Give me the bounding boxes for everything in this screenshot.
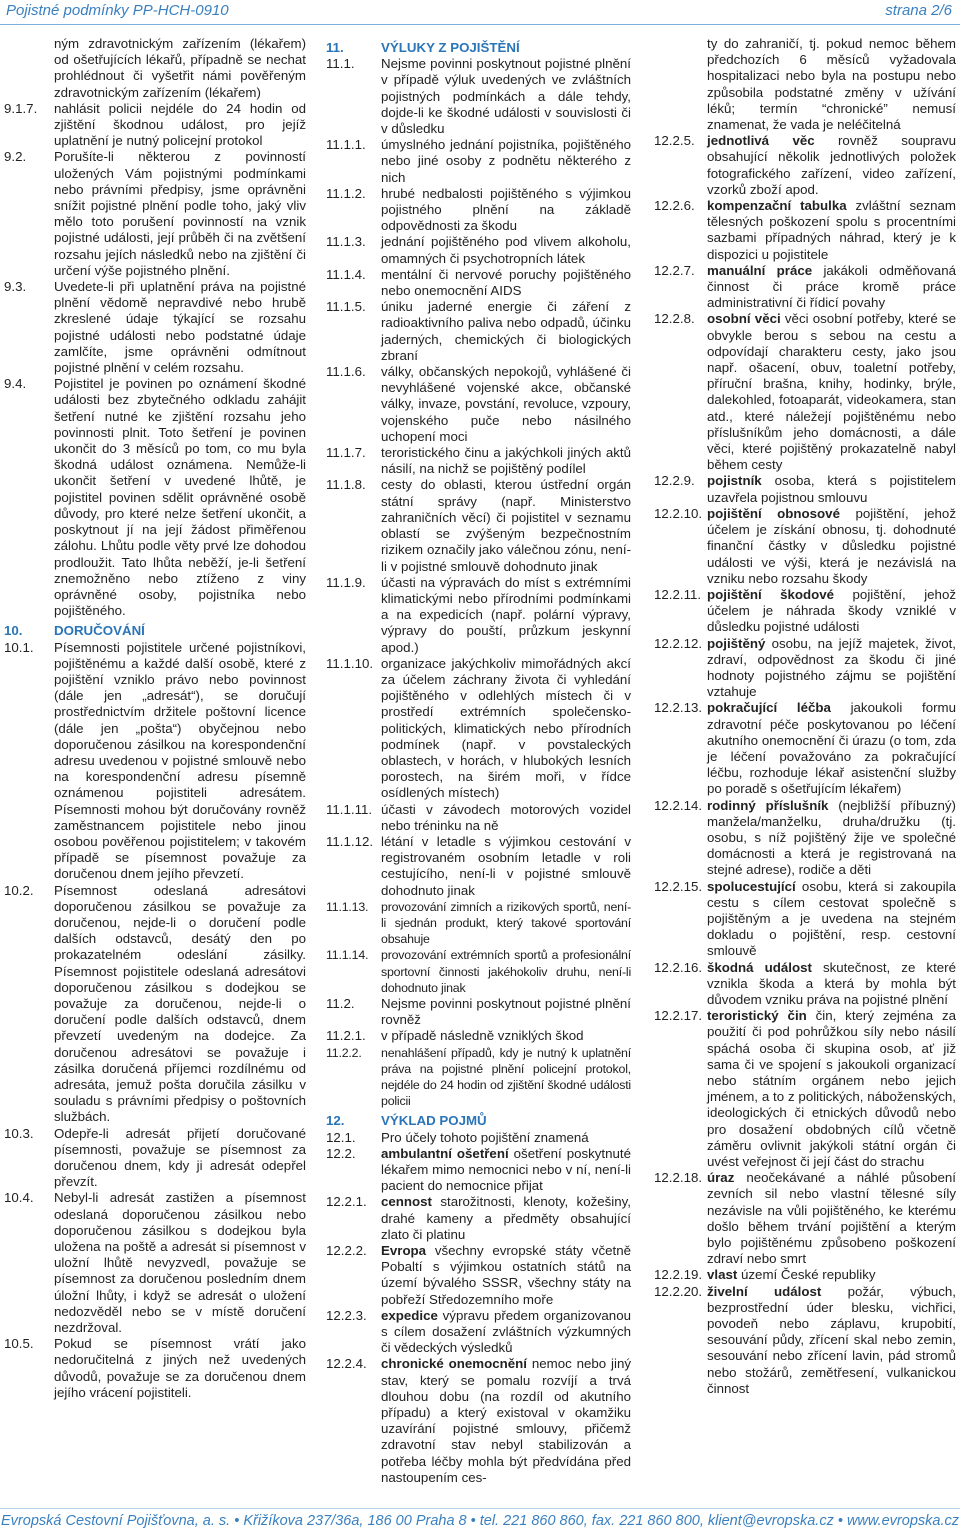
clause-number: 12.2.6. — [654, 198, 695, 214]
clause — [326, 947, 631, 996]
clause-text: jednání pojištěného pod vlivem alkoholu, omamných či psychotropních látek — [381, 234, 631, 266]
definition-text: osoba, která s pojistitelem uzavřela pojistnou smlouvu — [707, 473, 956, 505]
clause — [326, 477, 631, 574]
clause — [326, 267, 631, 299]
page-number: strana 2/6 — [885, 2, 952, 19]
clause-number: 11.1.11. — [326, 801, 373, 817]
definition-text: jakoukoli formu zdravotní péče poskytovanou po léčení akutního onemocnění či úrazu (o tom, zda je léčení považováno za pokračující léčbu, rozhoduje lékař asistenční služby po poradě s ošetřujícím lékařem) — [707, 700, 956, 797]
footer-divider — [0, 1508, 960, 1509]
clause — [326, 445, 631, 477]
clause — [4, 1190, 306, 1336]
defined-term: škodná událost — [707, 959, 812, 975]
clause-number: 12.2.4. — [326, 1356, 367, 1372]
clause — [326, 575, 631, 656]
clause-text — [654, 198, 956, 263]
clause-number: 10.4. — [4, 1190, 34, 1206]
clause-number: 10.3. — [4, 1125, 34, 1141]
defined-term: chronické onemocnění — [381, 1356, 527, 1372]
clause-number: 10.2. — [4, 882, 34, 898]
defined-term: pojistník — [707, 473, 762, 489]
clause — [326, 1028, 631, 1044]
clause — [4, 376, 306, 619]
clause-text — [654, 473, 956, 505]
definition-text: skutečnost, ze které vznikla škoda a která by mohla být důvodem vzniku práva na pojistné plnění — [707, 959, 956, 1007]
clause — [326, 834, 631, 899]
defined-term: pojištění obnosové — [707, 505, 840, 521]
defined-term: pojištění škodové — [707, 586, 835, 602]
defined-term: ambulantní ošetření — [381, 1145, 509, 1161]
clause-text: Nejsme povinni poskytnout pojistné plnění rovněž — [381, 995, 631, 1028]
definition-text: rovněž soupravu obsahující několik jednotlivých položek fotografického zařízení, video zařízení, vzorků zboží apod. — [707, 133, 956, 197]
clause — [654, 36, 956, 133]
clause-text: cesty do oblasti, kterou ústřední orgán státní správy (např. Ministerstvo zahraničních věcí) či pojistitel v seznamu oblastí se zvýšeným bezpečnostním rizikem označily jako válečnou zónu, není-li v pojistné smlouvě dohodnuto jinak — [381, 477, 631, 574]
clause-number: 12. — [326, 1113, 345, 1129]
clause-number: 12.2.7. — [654, 262, 695, 278]
clause — [4, 1336, 306, 1401]
clause — [326, 364, 631, 445]
column-right — [654, 36, 956, 1397]
clause-number: 12.2.20. — [654, 1283, 703, 1299]
definition-text: osobu, která si zakoupila cestu s cílem cestovat společně s pojištěným a je uvedena na stejném dokladu o pojištění, resp. cestovní smlouvě — [707, 878, 956, 959]
clause-text: nahlásit policii nejdéle do 24 hodin od zjištění škodnou událost, pro jejíž uplatnění je nutný policejní protokol — [54, 100, 306, 149]
clause-number: 12.2.8. — [654, 311, 695, 327]
clause-text: války, občanských nepokojů, vyhlášené či nevyhlášené vojenské akce, občanské války, invaze, povstání, revoluce, vzpoury, vojenského puče nebo násilného uchopení moci — [381, 364, 631, 444]
defined-term: expedice — [381, 1307, 438, 1323]
defined-term: rodinný příslušník — [707, 797, 829, 813]
defined-term: pokračující léčba — [707, 700, 831, 716]
clause-number: 11.1. — [326, 56, 355, 72]
clause — [4, 883, 306, 1126]
clause-number: 11.1.1. — [326, 137, 366, 153]
clause-number: 9.1.7. — [4, 100, 38, 116]
clause — [4, 640, 306, 883]
clause — [4, 36, 306, 101]
clause-number: 11.1.4. — [326, 266, 366, 282]
clause — [326, 1194, 631, 1243]
clause-number: 9.4. — [4, 376, 27, 392]
clause — [654, 798, 956, 879]
clause — [4, 279, 306, 376]
clause-text: ty do zahraničí, tj. pokud nemoc během předchozích 6 měsíců vyžadovala hospitalizaci nebo byla na postupu nebo způsobila podstatné změny v užívání léků; termín “chronické” nemusí znamenat, že vada je neléčitelná — [707, 36, 956, 133]
definition-text: pojištění, jehož účelem je získání obnosu, tj. dohodnuté finanční částky v důsledku pojistné události ve výši, která je nezávislá na vzniku nebo rozsahu škody — [707, 505, 956, 586]
clause-number: 11.1.9. — [326, 574, 366, 590]
defined-term: úraz — [707, 1170, 735, 1186]
clause-number: 11.2.1. — [326, 1028, 366, 1044]
definition-text: všechny evropské státy včetně Pobaltí s výjimkou ostatních států na území bývalého SSSR, všechny státy na pobřeží Středozemního moře — [381, 1243, 631, 1307]
clause-number: 12.2.16. — [654, 959, 703, 975]
clause-text: teroristického činu a jakýchkoli jiných aktů násilí, na nichž se pojištěný podílel — [381, 445, 631, 477]
header-title: Pojistné podmínky PP-HCH-0910 — [6, 2, 229, 19]
section-title: VÝLUKY Z POJIŠTĚNÍ — [381, 40, 520, 55]
clause-number: 12.2.11. — [654, 586, 702, 602]
clause-number: 12.2. — [326, 1145, 356, 1161]
clause-number: 11. — [326, 40, 344, 55]
definition-text: nemoc nebo jiný stav, který se pomalu rozvíjí a trvá dlouhou dobu (na rozdíl od akutního případu) a který existoval v okamžiku uzavírání pojistné smlouvy, přičemž zdravotní stav nebyl stabilizován a potřeba léčby mohla být předvídána před nastoupením ces- — [381, 1356, 632, 1485]
clause-text: provozování extrémních sportů a profesionální sportovní činnosti jakéhokoliv druhu, není-li dohodnuto jinak — [381, 948, 631, 995]
clause-number: 11.1.13. — [326, 899, 369, 914]
clause-text — [326, 1356, 631, 1486]
clause — [326, 186, 631, 235]
clause — [654, 311, 956, 473]
clause-text — [326, 1243, 631, 1308]
defined-term: vlast — [707, 1267, 738, 1283]
clause-number: 11.1.12. — [326, 833, 374, 849]
clause-number: 11.1.2. — [326, 185, 366, 201]
clause — [326, 299, 631, 364]
clause-number: 11.1.7. — [326, 445, 366, 461]
clause-text: mentální či nervové poruchy pojištěného nebo onemocnění AIDS — [381, 266, 631, 299]
clause-text: Porušíte-li některou z povinností uložených Vám pojistnými podmínkami nebo právními předpisy, jsme oprávněni snížit pojistné plnění podle toho, jaký vliv mělo toto porušení povinností na vznik pojistné události, její průběh či na zvětšení rozsahu jejích následků nebo na zjištění či určení výše pojistného plnění. — [54, 149, 306, 278]
defined-term: Evropa — [381, 1243, 427, 1259]
section-title: DORUČOVÁNÍ — [54, 623, 145, 639]
clause-text: nenahlášení případů, kdy je nutný k uplatnění práva na pojistné plnění policejní protokol, nejdéle do 24 hodin od zjištění škodné události policii — [381, 1045, 631, 1109]
clause — [654, 506, 956, 587]
clause — [326, 1308, 631, 1357]
clause — [4, 149, 306, 279]
footer-contact: Evropská Cestovní Pojišťovna, a. s. • Křižíkova 237/36a, 186 00 Praha 8 • tel. 221 860 860, fax. 221 860 800, klient@evropska.cz • www.evropska.cz — [1, 1513, 959, 1529]
clause-text: ným zdravotnickým zařízením (lékařem) od ošetřujících lékařů, případně se nechat prohlédnout či vyšetřit námi pověřeným zdravotnickým zařízením (lékařem) — [54, 36, 306, 100]
clause-number: 12.2.14. — [654, 797, 703, 813]
clause-number: 12.2.13. — [654, 700, 703, 716]
clause — [326, 802, 631, 834]
definition-text: jakákoli odměňovaná činnost či práce kromě práce administrativní či řídicí povahy — [707, 262, 956, 311]
clause — [4, 1126, 306, 1191]
column-middle — [326, 36, 631, 1486]
clause-number: 12.2.12. — [654, 635, 703, 651]
clause — [326, 1130, 631, 1146]
clause-number: 12.1. — [326, 1129, 356, 1145]
clause — [326, 899, 631, 948]
clause — [326, 1045, 631, 1110]
definition-text: pojištění, jehož účelem je náhrada škody vzniklé v důsledku pojistné události — [707, 586, 956, 635]
clause — [654, 1284, 956, 1397]
clause — [326, 234, 631, 266]
section-title: VÝKLAD POJMŮ — [381, 1113, 487, 1129]
defined-term: jednotlivá věc — [707, 133, 815, 149]
clause-text: v případě následně vzniklých škod — [381, 1028, 584, 1044]
clause-text: Písemnost odeslaná adresátovi doporučenou zásilkou se považuje za doručenou, nejde-li o doručení podle dalších odstavců, desátý den po prokazatelném odeslání zásilky. Písemnost pojistitele odeslaná adresátovi doporučenou zásilkou s dodejkou se považuje za doručenou, nejde-li o doručení podle dalších odstavců, dnem převzetí uvedeným na dodejce. Za doručenou adresátovi se považuje i zásilka doručená příjemci rozdílnému od adresáta, jemuž pošta doručila zásilku v souladu s právními předpisy o poštovních službách. — [54, 882, 306, 1125]
defined-term: teroristický čin — [707, 1008, 807, 1024]
clause-text: provozování zimních a rizikových sportů, není-li sjednán produkt, který takové sportování obsahuje — [381, 899, 631, 947]
definition-text: požár, výbuch, bezprostřední úder blesku, vichřici, povodeň nebo záplavu, krupobití, sesouvání půdy, zřícení skal nebo zemin, sesouvání nebo zřícení lavin, pád stromů nebo stožárů, zemětřesení, vulkanickou činnost — [707, 1283, 956, 1396]
section-heading — [326, 40, 631, 56]
clause — [654, 960, 956, 1009]
clause — [654, 263, 956, 312]
clause-number: 11.1.6. — [326, 364, 366, 380]
clause-number: 11.1.5. — [326, 299, 366, 315]
clause-number: 12.2.15. — [654, 878, 703, 894]
column-left — [4, 36, 306, 1401]
clause-text — [654, 133, 956, 198]
clause-number: 10. — [4, 623, 23, 639]
clause-text: Uvedete-li při uplatnění práva na pojistné plnění vědomě nepravdivé nebo hrubě zkreslené údaje týkající se rozsahu pojistné události nebo podstatné údaje zamlčíte, jsme oprávněni odmítnout pojistné plnění v celém rozsahu. — [54, 279, 306, 376]
definition-text: čin, který zejména za použití či pod pohrůžkou síly nebo násilí spáchá osoba či skupina osob, ať již sama či ve spojení s jakoukoli organizací nebo státním orgánem nebo jejich jménem, a to z politických, náboženských, ideologických či etnických důvodů nebo pro dosažení obdobných cílů včetně záměru ovlivnit jakýkoli státní orgán či uvést veřejnost či její část do strachu — [707, 1008, 956, 1170]
clause-number: 12.2.5. — [654, 133, 695, 149]
clause-text: úmyslného jednání pojistníka, pojištěného nebo jiné osoby z podnětu některého z nich — [381, 137, 631, 185]
clause-number: 10.5. — [4, 1336, 34, 1352]
clause-number: 9.3. — [4, 279, 27, 295]
defined-term: manuální práce — [707, 262, 813, 278]
definition-text: zvláštní seznam tělesných poškození spolu s procentními sazbami případných náhrad, který je k dispozici u pojistitele — [707, 198, 957, 262]
clause-text — [326, 1146, 631, 1195]
clause-number: 12.2.18. — [654, 1170, 703, 1186]
clause-number: 11.1.14. — [326, 948, 369, 963]
defined-term: živelní událost — [707, 1283, 822, 1299]
defined-term: pojištěný — [707, 635, 766, 651]
section-heading — [4, 623, 306, 639]
clause-number: 11.1.10. — [326, 655, 374, 671]
clause-text: účasti na výpravách do míst s extrémními klimatickými nebo přírodními podmínkami a na expedicích (např. polární výpravy, výpravy do pouští, průzkum jeskynní apod.) — [381, 574, 631, 655]
clause — [654, 1267, 956, 1283]
clause — [654, 198, 956, 263]
definition-text: výpravu předem organizovanou s cílem dosažení zvláštních výzkumných či vědeckých výsledků — [381, 1307, 631, 1356]
clause — [654, 133, 956, 198]
clause-text — [326, 1194, 631, 1243]
clause-number: 12.2.10. — [654, 505, 703, 521]
clause — [326, 1356, 631, 1486]
clause — [4, 101, 306, 150]
clause-number: 11.2.2. — [326, 1045, 362, 1060]
definition-text: (nejbližší příbuzný) manžela/manželku, druha/družku (tj. osobu, s níž pojištěný žije ve společné domácnosti a která je registrovaná na stejné adrese), rodiče a děti — [707, 797, 956, 878]
clause-number: 11.2. — [326, 995, 355, 1011]
clause-text — [654, 311, 956, 473]
clause-text — [654, 1284, 956, 1397]
clause — [326, 56, 631, 137]
defined-term: cennost — [381, 1194, 432, 1210]
definition-text: ošetření poskytnuté lékařem mimo nemocnici nebo v ní, není-li pacient do nemocnice přijat — [381, 1145, 632, 1194]
clause-number: 12.2.1. — [326, 1194, 367, 1210]
clause-text: Pro účely tohoto pojištění znamená — [381, 1129, 589, 1145]
definition-text: starožitnosti, klenoty, kožešiny, drahé kameny a předměty obsahující zlato či platinu — [381, 1194, 631, 1242]
clause — [326, 996, 631, 1028]
clause — [326, 1243, 631, 1308]
clause-text: Pokud se písemnost vrátí jako nedoručitelná z jiných než uvedených důvodů, považuje se za doručenou dnem jejího vrácení pojistiteli. — [54, 1336, 306, 1400]
clause-text: Písemnosti pojistitele určené pojistníkovi, pojištěnému a každé další osobě, které z pojištění vzniklo právo nebo povinnost (dále jen „adresát“), se doručují prostřednictvím držitele poštovní licence (dále jen „pošta“) obyčejnou nebo doporučenou zásilkou na korespondenční adresu uvedenou v pojistné smlouvě nebo na korespondenční adresu písemně oznámenou pojistiteli adresátem. Písemnosti mohou být doručovány rovněž zaměstnancem pojistitele nebo jinou osobou pověřenou pojistitelem; v takovém případě se písemnost považuje za doručenou dnem jejího převzetí. — [54, 639, 306, 882]
clause-number: 12.2.19. — [654, 1267, 703, 1283]
clause-text: hrubé nedbalosti pojištěného s výjimkou pojistného plnění na základě odpovědnosti za škodu — [381, 185, 631, 234]
section-heading — [326, 1113, 631, 1129]
clause-text: Nebyl-li adresát zastižen a písemnost odeslaná doporučenou zásilkou nebo doporučenou zásilkou s dodejkou byla uložena na poště a adresát si písemnost v uložní lhůtě nevyzvedl, považuje se písemnost za doručenou posledním dnem úložní lhůty, i když se adresát o uložení nedozvěděl nebo se v místě doručení nezdržoval. — [54, 1190, 306, 1336]
clause — [654, 587, 956, 636]
clause-number: 12.2.3. — [326, 1307, 367, 1323]
clause-number: 11.1.3. — [326, 234, 366, 250]
header-divider — [0, 24, 960, 25]
clause-number: 12.2.17. — [654, 1008, 703, 1024]
clause-text: Odepře-li adresát přijetí doručované písemnosti, považuje se písemnost za doručenou dnem, kdy ji adresát odepřel převzít. — [54, 1125, 306, 1190]
definition-text: území České republiky — [737, 1267, 876, 1283]
clause-text: účasti v závodech motorových vozidel nebo tréninku na ně — [381, 801, 631, 833]
clause — [654, 700, 956, 797]
clause-number: 9.2. — [4, 149, 27, 165]
clause-text — [654, 263, 956, 312]
clause — [654, 1008, 956, 1170]
clause — [326, 1146, 631, 1195]
clause-text: Nejsme povinni poskytnout pojistné plnění v případě výluk uvedených ve zvláštních pojistných podmínkách a dále tehdy, dojde-li ke škodné události v souvislosti či v důsledku — [381, 56, 631, 137]
definition-text: věci osobní potřeby, které se obvykle berou s sebou na cestu a odpovídají charakteru cesty, jako jsou např. ošacení, obuv, toaletní potřeby, příruční brašna, knihy, hodinky, brýle, dalekohled, fotoaparát, videokamera, stan atd., které náležejí pojištěnému nebo příslušníkům jeho domácnosti, a dále věci, které pojištěný prokazatelně nabyl během cesty — [707, 311, 956, 473]
clause-text: úniku jaderné energie či záření z radioaktivního paliva nebo odpadů, účinku jaderných, chemických či biologických zbraní — [381, 299, 631, 363]
defined-term: kompenzační tabulka — [707, 198, 847, 214]
defined-term: osobní věci — [707, 311, 781, 327]
definition-text: neočekávané a náhlé působení zevních sil nebo vlastní tělesné síly nezávisle na vůli pojištěného, ke kterému došlo během trvání pojištění a kterým bylo pojištěnému způsobeno poškození zdraví nebo smrt — [707, 1170, 956, 1267]
clause — [326, 137, 631, 186]
clause — [326, 656, 631, 802]
clause — [654, 1170, 956, 1267]
clause-text — [654, 1008, 956, 1170]
clause-number: 12.2.2. — [326, 1243, 367, 1259]
definition-text: osobu, na jejíž majetek, život, zdraví, odpovědnost za škodu či jiné hodnoty pojistného zájmu se pojištění vztahuje — [707, 635, 956, 700]
defined-term: spolucestující — [707, 878, 796, 894]
clause-number: 11.1.8. — [326, 477, 366, 493]
clause-text: organizace jakýchkoliv mimořádných akcí za účelem záchrany života či vyhledání pojištěného v odlehlých místech či v prostředí extrémních společensko-politických, klimatických nebo přírodních podmínek (např. v povstaleckých oblastech, v horách, v hlubokých lesních porostech, na širém moři, v řídce osídlených místech) — [381, 655, 631, 801]
clause-text — [326, 1308, 631, 1357]
clause-number: 10.1. — [4, 639, 34, 655]
clause-text: létání v letadle s výjimkou cestování v registrovaném osobním letadle v roli cestujícího, není-li v pojistné smlouvě dohodnuto jinak — [381, 833, 631, 898]
clause — [654, 636, 956, 701]
clause — [654, 879, 956, 960]
clause-text: Pojistitel je povinen po oznámení škodné události bez zbytečného odkladu zahájit šetření nutné ke zjištění rozsahu jeho povinnosti plnit. Toto šetření je povinen ukončit do 3 měsíců po tom, co mu byla škodná událost oznámena. Nemůže-li ukončit šetření v uvedené lhůtě, je pojistitel povinen sdělit oprávněné osobě důvody, pro které nelze šetření ukončit, a poskytnout jí na její žádost přiměřenou zálohu. Lhůtu podle věty prvé lze dohodou prodloužit. Tato lhůta neběží, je-li šetření znemožněno nebo ztíženo z viny oprávněné osoby, pojistníka nebo pojištěného. — [54, 376, 306, 619]
clause-number: 12.2.9. — [654, 473, 695, 489]
clause — [654, 473, 956, 505]
